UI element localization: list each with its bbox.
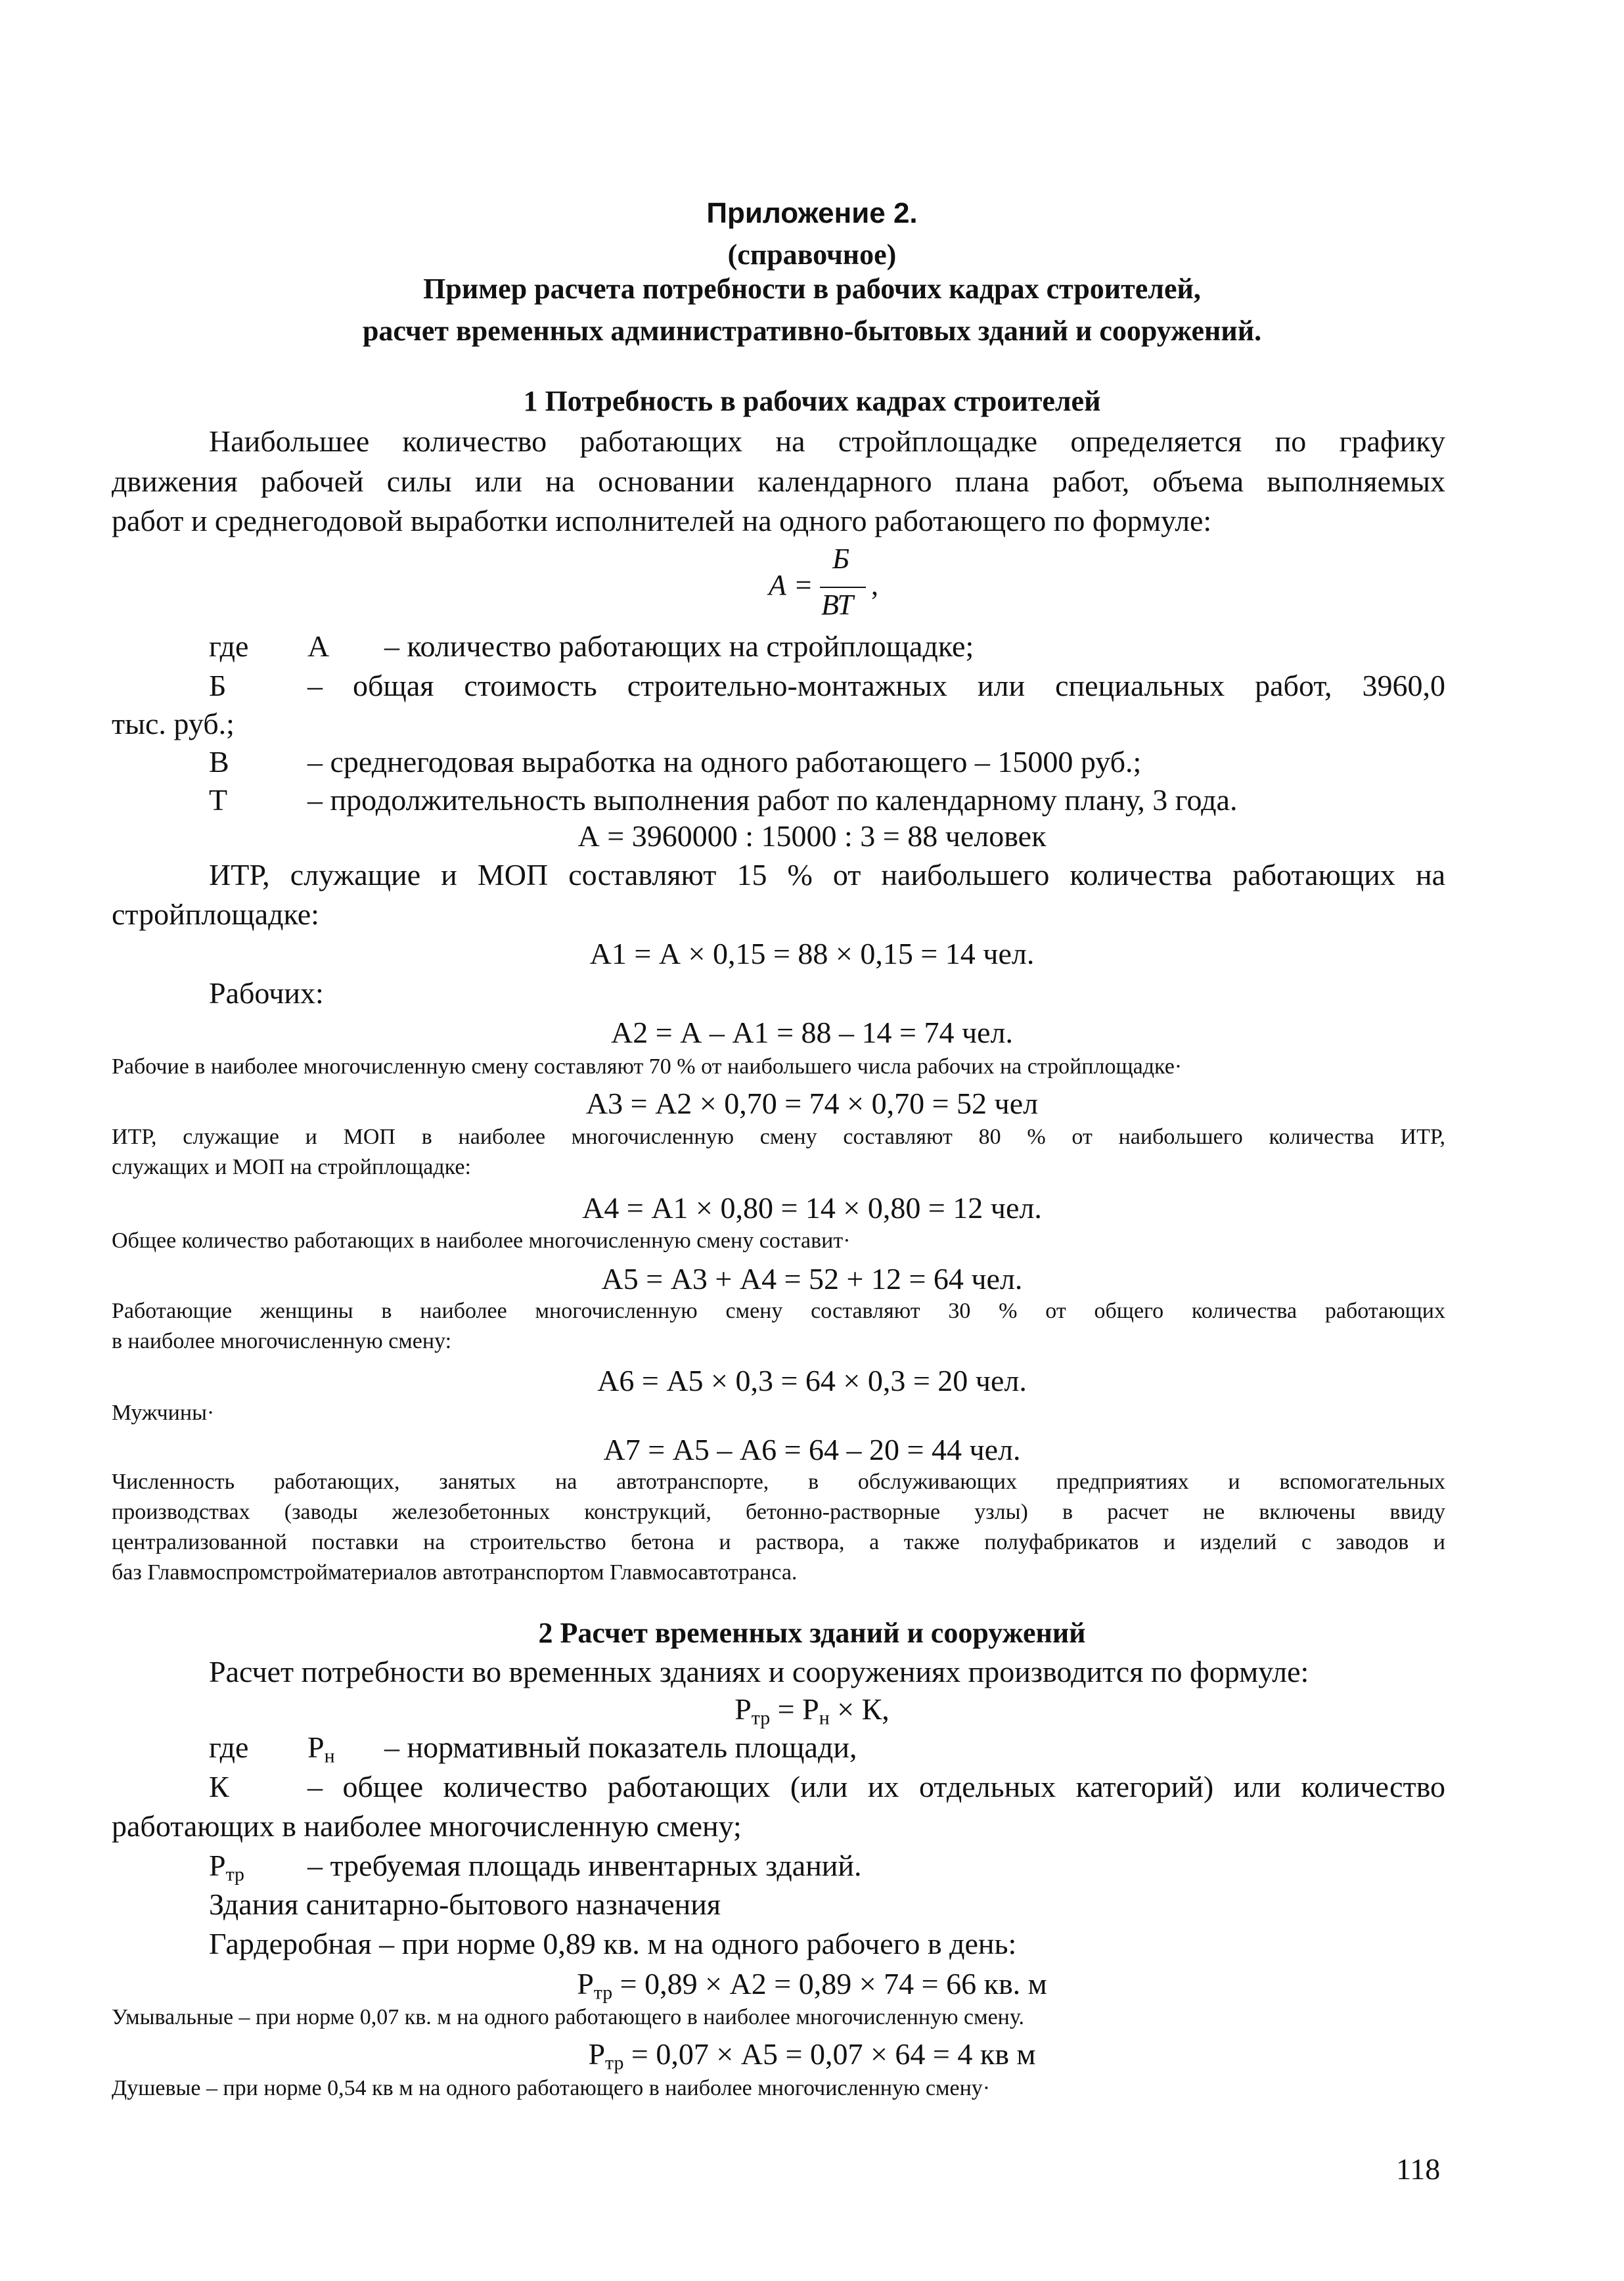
note-line1: Численность работающих, занятых на автотранспорте, в обслуживающих предприятиях и вспомогательных — [112, 1470, 1445, 1494]
women-line2: в наиболее многочисленную смену: — [112, 1329, 452, 1353]
def-Ptr-symbol: $Р_{тр}$ — [209, 1849, 244, 1886]
def-K-symbol: К — [209, 1770, 229, 1803]
def-Ptr-text: – требуемая площадь инвентарных зданий. — [307, 1849, 862, 1882]
washroom-text: Умывальные – при норме 0,07 кв. м на одного работающего в наиболее многочисленную смену. — [112, 2005, 1024, 2029]
def-Pn-text: – нормативный показатель площади, — [384, 1730, 857, 1764]
def-B-text: – общая стоимость строительно-монтажных или специальных работ, 3960,0 — [307, 669, 1445, 702]
def-B-continuation: тыс. руб.; — [112, 707, 235, 740]
shift-workers-text: Рабочие в наиболее многочисленную смену составляют 70 % от наибольшего числа рабочих на стройплощадке· — [112, 1054, 1183, 1079]
calc-A5: А5 = А3 + А4 = 52 + 12 = 64 чел. — [601, 1262, 1023, 1296]
def-K-continuation: работающих в наиболее многочисленную смену; — [112, 1809, 742, 1843]
def-A-text: – количество работающих на стройплощадке; — [384, 629, 974, 663]
formula-numerator: Б — [832, 543, 849, 575]
workers-label: Рабочих: — [209, 976, 324, 1010]
appendix-title: Приложение 2. — [706, 197, 918, 229]
women-line1: Работающие женщины в наиболее многочисленную смену составляют 30 % от общего количества работающих — [112, 1299, 1445, 1323]
def-T-text: – продолжительность выполнения работ по календарному плану, 3 года. — [307, 783, 1238, 817]
calc-A6: А6 = А5 × 0,3 = 64 × 0,3 = 20 чел. — [597, 1364, 1027, 1397]
calc-wardrobe: $Р_{тр} = 0,89 \times А2 = 0,89 \times 74 = 66$ кв. м — [577, 1967, 1047, 2004]
calc-A7: А7 = А5 – А6 = 64 – 20 = 44 чел. — [603, 1433, 1021, 1466]
men-label: Мужчины· — [112, 1401, 215, 1425]
def-V-text: – среднегодовая выработка на одного работающего – 15000 руб.; — [307, 745, 1142, 779]
document-title-line1: Пример расчета потребности в рабочих кадрах строителей, — [423, 273, 1201, 305]
itr-line1: ИТР, служащие и МОП составляют 15 % от наибольшего количества работающих на — [209, 858, 1445, 892]
def-K-text: – общее количество работающих (или их отдельных категорий) или количество — [307, 1770, 1445, 1803]
calc-A2: А2 = А – А1 = 88 – 14 = 74 чел. — [611, 1016, 1013, 1049]
section1-intro-line3: работ и среднегодовой выработки исполнителей на одного работающего по формуле: — [112, 504, 1212, 537]
where-word: где — [209, 629, 249, 663]
section1-intro-line2: движения рабочей силы или на основании календарного плана работ, объема выполняемых — [112, 464, 1445, 498]
def-Pn-symbol: $Р_н$ — [307, 1730, 335, 1767]
note-line2: производствах (заводы железобетонных конструкций, бетонно-растворные узлы) в расчет не включены ввиду — [112, 1500, 1445, 1524]
note-line3: централизованной поставки на строительство бетона и раствора, а также полуфабрикатов и изделий с заводов и — [112, 1530, 1445, 1554]
calc-washroom: $Р_{тр} = 0,07 \times А5 = 0,07 \times 64 = 4$ кв м — [588, 2037, 1036, 2074]
formula-Ptr: $Р_{тр} = Р_н \times К$, — [734, 1692, 890, 1729]
appendix-subtitle: (справочное) — [727, 238, 897, 271]
page-number: 118 — [1396, 2152, 1441, 2186]
calc-A: А = 3960000 : 15000 : 3 = 88 человек — [577, 819, 1047, 853]
itr-shift-line1: ИТР, служащие и МОП в наиболее многочисленную смену составляют 80 % от наибольшего количества ИТР, — [112, 1125, 1445, 1149]
document-title-line2: расчет временных административно-бытовых зданий и сооружений. — [362, 315, 1262, 347]
wardrobe-text: Гардеробная – при норме 0,89 кв. м на одного рабочего в день: — [209, 1927, 1017, 1960]
sanitary-heading: Здания санитарно-бытового назначения — [209, 1887, 721, 1921]
formula-comma: , — [871, 569, 878, 601]
note-line4: баз Главмоспромстройматериалов автотранспортом Главмосавтотранса. — [112, 1560, 798, 1585]
showers-text: Душевые – при норме 0,54 кв м на одного работающего в наиболее многочисленную смену· — [112, 2076, 991, 2100]
itr-line2: стройплощадке: — [112, 897, 319, 931]
where-word-2: где — [209, 1730, 249, 1764]
section2-intro: Расчет потребности во временных зданиях и сооружениях производится по формуле: — [209, 1655, 1309, 1688]
section1-intro-line1: Наибольшее количество работающих на стройплощадке определяется по графику — [209, 424, 1445, 458]
def-B-symbol: Б — [209, 669, 227, 702]
def-V-symbol: В — [209, 745, 229, 779]
calc-A3: А3 = А2 × 0,70 = 74 × 0,70 = 52 чел — [585, 1087, 1039, 1120]
calc-A4: А4 = А1 × 0,80 = 14 × 0,80 = 12 чел. — [582, 1191, 1042, 1225]
def-A-symbol: А — [307, 629, 330, 663]
formula-A — [756, 542, 887, 627]
formula-denominator: ВТ — [821, 589, 853, 621]
section2-heading: 2 Расчет временных зданий и сооружений — [538, 1617, 1086, 1649]
formula-lhs: А = — [769, 569, 813, 601]
total-shift-text: Общее количество работающих в наиболее многочисленную смену составит· — [112, 1229, 851, 1253]
def-T-symbol: Т — [209, 783, 228, 817]
section1-heading: 1 Потребность в рабочих кадрах строителей — [523, 385, 1101, 417]
itr-shift-line2: служащих и МОП на стройплощадке: — [112, 1155, 471, 1179]
calc-A1: А1 = А × 0,15 = 88 × 0,15 = 14 чел. — [589, 937, 1035, 970]
